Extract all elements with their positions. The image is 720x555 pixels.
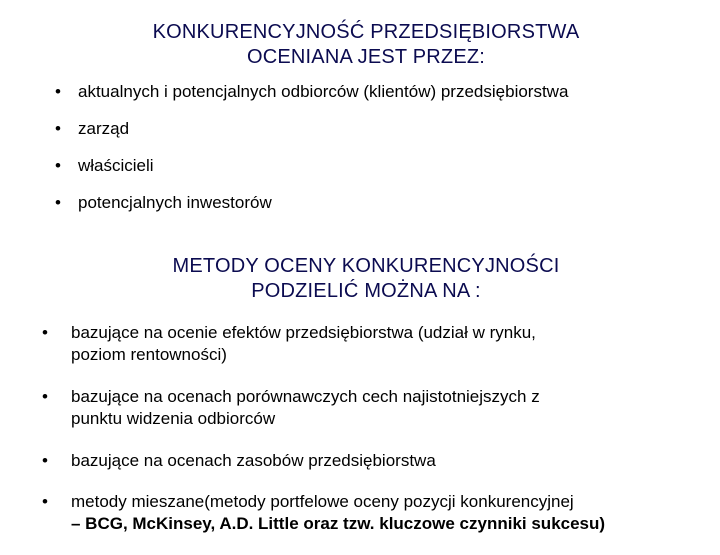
section1-title	[0, 20, 720, 70]
section1-title-line2: OCENIANA JEST PRZEZ:	[246, 46, 486, 68]
list-item	[38, 322, 720, 366]
assessors-list	[50, 82, 568, 230]
bullet-icon: •	[42, 451, 48, 470]
list-item-line1: metody mieszane(metody portfelowe oceny pozycji konkurencyjnej	[71, 492, 574, 511]
bullet-icon: •	[42, 492, 48, 511]
list-item	[38, 491, 720, 535]
list-item-text: właścicieli	[78, 156, 154, 175]
list-item-line1: bazujące na ocenie efektów przedsiębiorstwa (udział w rynku,	[71, 323, 536, 342]
section2-title-line2: PODZIELIĆ MOŻNA NA :	[251, 280, 481, 302]
section1-title-line1: KONKURENCYJNOŚĆ PRZEDSIĘBIORSTWA	[152, 21, 580, 43]
bullet-icon: •	[42, 323, 48, 342]
list-item-line1: bazujące na ocenach porównawczych cech najistotniejszych z	[71, 387, 540, 406]
list-item	[38, 386, 720, 430]
list-item-text: zarząd	[78, 119, 130, 138]
list-item	[50, 193, 568, 213]
bullet-icon: •	[55, 193, 61, 212]
bullet-icon: •	[55, 82, 61, 101]
list-item	[50, 82, 568, 102]
list-item-text: aktualnych i potencjalnych odbiorców (klientów) przedsiębiorstwa	[78, 82, 569, 101]
list-item	[50, 119, 568, 139]
bullet-icon: •	[55, 119, 61, 138]
list-item	[38, 450, 720, 472]
list-item-line1: bazujące na ocenach zasobów przedsiębiorstwa	[71, 451, 436, 470]
list-item-line2: poziom rentowności)	[71, 345, 227, 364]
list-item-line2: – BCG, McKinsey, A.D. Little oraz tzw. kluczowe czynniki sukcesu)	[71, 514, 606, 533]
methods-list	[38, 322, 720, 555]
list-item-text: potencjalnych inwestorów	[78, 193, 272, 212]
list-item	[50, 156, 568, 176]
section2-title	[0, 254, 720, 304]
list-item-line2: punktu widzenia odbiorców	[71, 409, 276, 428]
section2-title-line1: METODY OCENY KONKURENCYJNOŚCI	[172, 255, 560, 277]
bullet-icon: •	[42, 387, 48, 406]
bullet-icon: •	[55, 156, 61, 175]
